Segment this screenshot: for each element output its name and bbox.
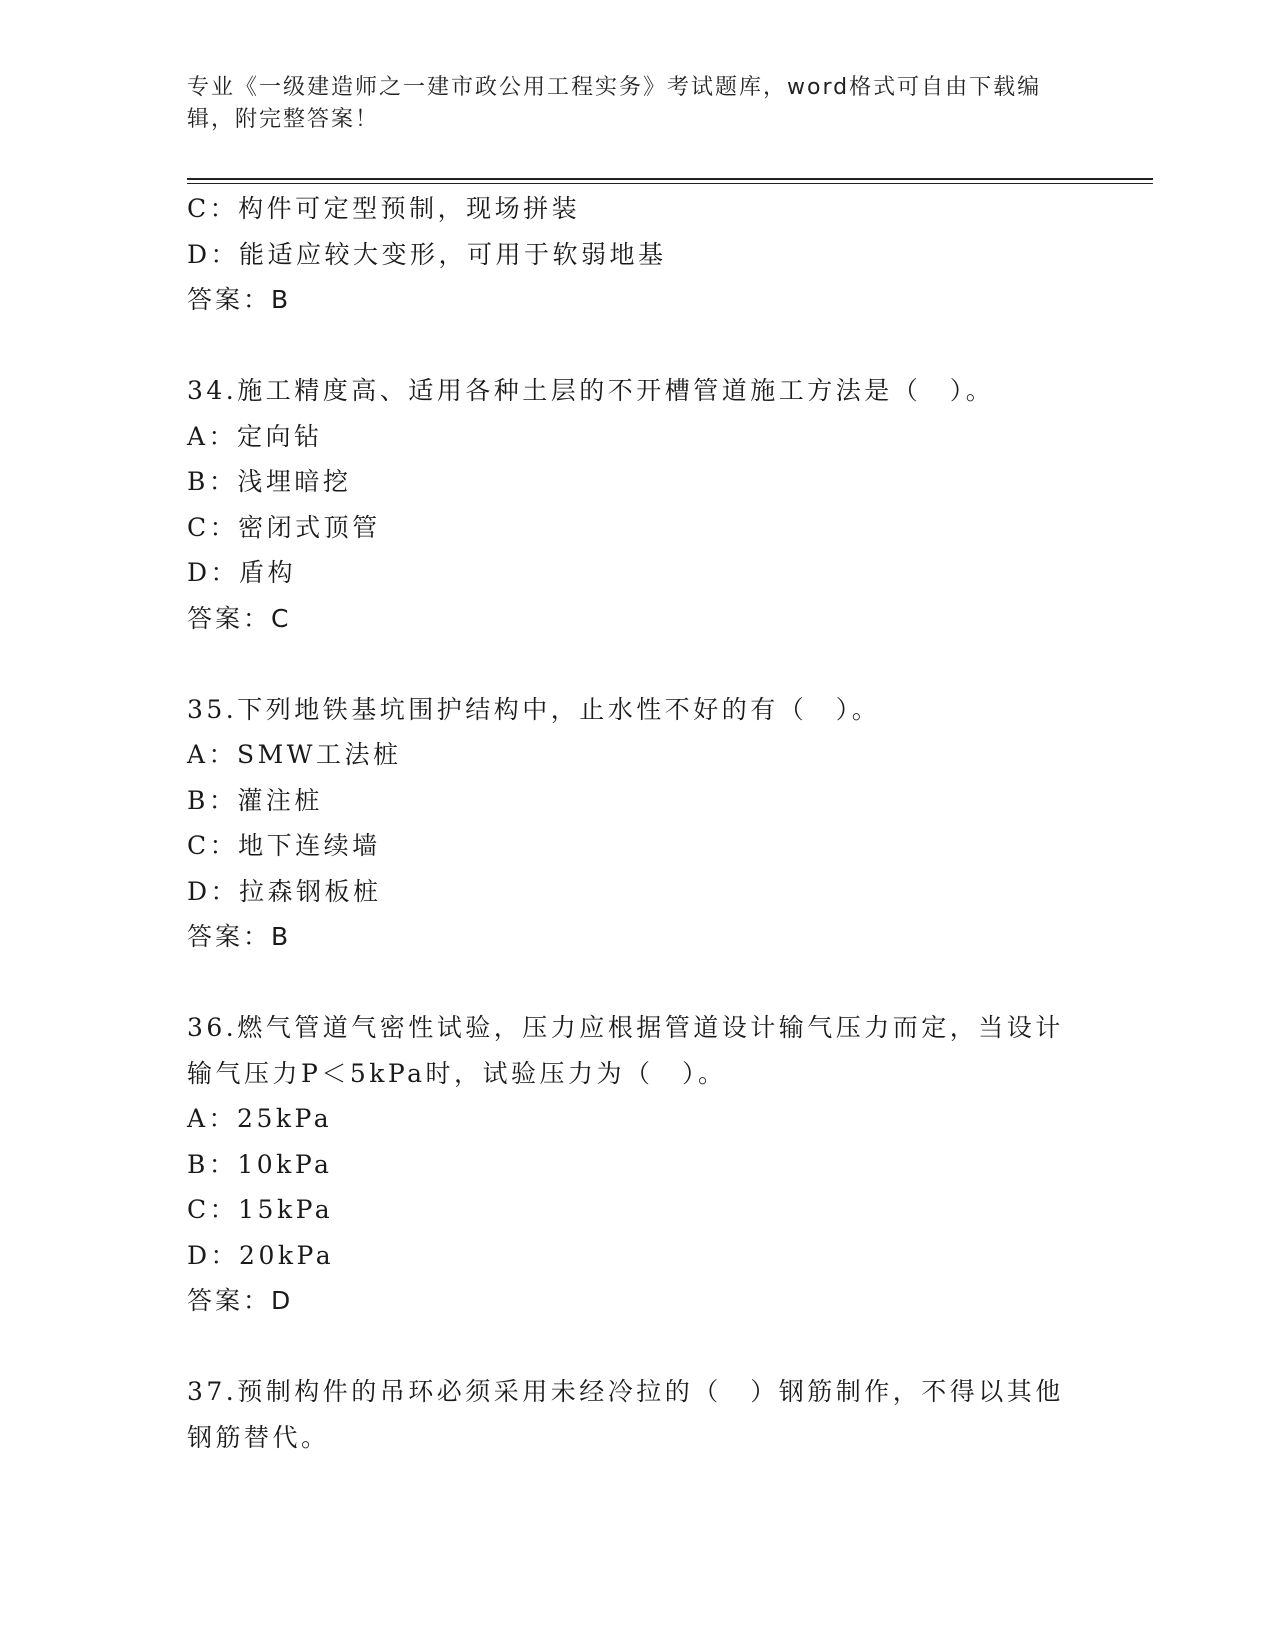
option-d: D：盾构 [187,558,297,587]
option-d: D：20kPa [187,1240,335,1270]
option-b: B：灌注桩 [187,785,323,815]
question-37 [187,1369,1087,1460]
question-stem: 34.施工精度高、适用各种土层的不开槽管道施工方法是（ ）。 [187,376,995,405]
answer: 答案：B [187,285,292,314]
question-stem-line-2: 输气压力P＜5kPa时，试验压力为（ ）。 [187,1058,727,1088]
option-c: C：地下连续墙 [187,831,381,860]
question-stem: 35.下列地铁基坑围护结构中，止水性不好的有（ ）。 [187,694,881,724]
question-33 [187,186,1087,323]
option-c: C：15kPa [187,1195,334,1224]
question-stem-line-1: 36.燃气管道气密性试验，压力应根据管道设计输气压力而定，当设计 [187,1013,1064,1042]
spacer [187,323,1087,369]
question-list [187,186,1087,1460]
spacer [187,641,1087,687]
question-stem-line-2: 钢筋替代。 [187,1422,330,1452]
option-b: B：10kPa [187,1149,333,1179]
header-line-2: 辑，附完整答案！ [187,107,380,132]
option-b: B：浅埋暗挖 [187,467,352,496]
header-line-1: 专业《一级建造师之一建市政公用工程实务》考试题库，word格式可自由下载编 [187,75,1042,100]
option-c: C：密闭式顶管 [187,512,381,542]
spacer [187,1324,1087,1370]
header-rule-thick [187,178,1153,180]
spacer [187,960,1087,1006]
option-a: A：SMW工法桩 [187,740,402,769]
header-rule-thin [187,183,1153,184]
option-c: C：构件可定型预制，现场拼装 [187,194,581,223]
question-stem-line-1: 37.预制构件的吊环必须采用未经冷拉的（ ）钢筋制作，不得以其他 [187,1377,1064,1406]
option-d: D：能适应较大变形，可用于软弱地基 [187,239,667,269]
question-36 [187,1005,1087,1324]
answer: 答案：D [187,1286,294,1315]
question-34 [187,368,1087,641]
page-header [187,72,1067,136]
question-35 [187,687,1087,960]
answer: 答案：C [187,603,292,633]
answer: 答案：B [187,922,292,951]
option-a: A：定向钻 [187,421,323,451]
option-d: D：拉森钢板桩 [187,876,382,906]
option-a: A：25kPa [187,1104,333,1133]
